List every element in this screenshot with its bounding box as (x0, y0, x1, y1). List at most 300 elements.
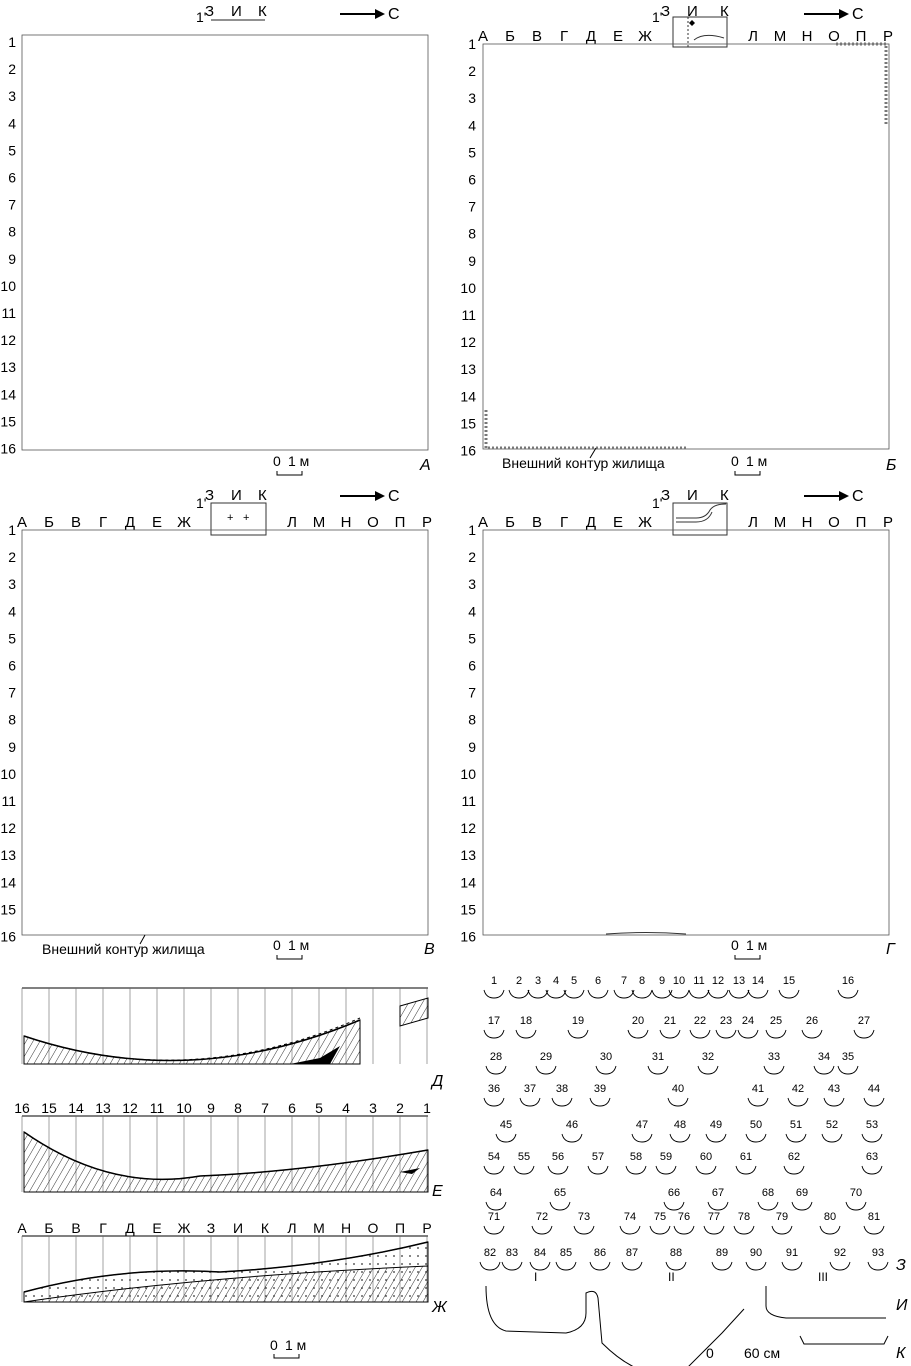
svg-text:1 м: 1 м (288, 937, 310, 953)
pit-number: 30 (599, 1051, 613, 1063)
pit-profile (622, 1262, 642, 1270)
svg-text:К: К (258, 487, 267, 504)
pit-profile (546, 990, 566, 998)
pit-profile (779, 990, 799, 998)
svg-text:С: С (852, 488, 864, 505)
pit-number: 68 (761, 1187, 775, 1199)
scale-bar (273, 453, 309, 475)
row-number: 3 (468, 90, 476, 107)
pit-number: 23 (719, 1015, 733, 1027)
pit-number: 45 (499, 1119, 513, 1131)
section-letter: Е (432, 1183, 443, 1200)
section-letter-col: И (232, 1220, 244, 1236)
pit-number: 48 (673, 1119, 687, 1131)
pit-number: 50 (749, 1119, 763, 1131)
scale-bar (731, 453, 767, 475)
pit-number: 92 (833, 1247, 847, 1259)
row-number: 13 (0, 847, 16, 864)
outer-contour-note (42, 935, 205, 957)
pit-profile (864, 1098, 884, 1106)
pit-number: 25 (769, 1015, 783, 1027)
row-number: 5 (468, 144, 476, 161)
pit-number: 2 (515, 975, 523, 987)
column-letter: Е (612, 28, 624, 45)
pit-profile (830, 1262, 850, 1270)
row-number: 11 (1, 793, 16, 809)
profile-k (800, 1336, 907, 1362)
pit-number: 53 (865, 1119, 879, 1131)
pit-number: 42 (791, 1083, 805, 1095)
row-number: 16 (460, 928, 476, 945)
pit-profile (588, 990, 608, 998)
pit-profile (822, 1134, 842, 1142)
pit-profile (509, 990, 529, 998)
svg-text:+: + (243, 512, 250, 524)
row-number: 13 (460, 361, 476, 378)
pit-number: 19 (571, 1015, 585, 1027)
svg-text:1': 1' (196, 495, 207, 511)
column-letter: А (477, 514, 489, 531)
column-letter: А (477, 28, 489, 45)
pit-profile (484, 1030, 504, 1038)
pit-profile (670, 1134, 690, 1142)
row-number: 13 (460, 847, 476, 864)
pit-profile (484, 1166, 504, 1174)
column-letter: М (773, 28, 787, 45)
pit-profile (696, 1166, 716, 1174)
row-number: 7 (8, 196, 16, 213)
row-number: 15 (460, 415, 476, 432)
pit-number: 84 (533, 1247, 547, 1259)
pit-number: 78 (737, 1211, 751, 1223)
pit-profile (772, 1226, 792, 1234)
pit-profile (514, 1166, 534, 1174)
pit-number: 83 (505, 1247, 519, 1259)
inset-b (652, 3, 729, 47)
row-number: 4 (468, 603, 476, 620)
pit-number: 28 (489, 1051, 503, 1063)
svg-text:+: + (227, 512, 234, 524)
pit-profile (574, 1226, 594, 1234)
pit-number: 51 (789, 1119, 803, 1131)
pit-profile (502, 1262, 522, 1270)
svg-text:С: С (388, 6, 400, 23)
pit-profile (486, 1066, 506, 1074)
section-letter-col: П (394, 1220, 406, 1236)
pit-number: 24 (741, 1015, 755, 1027)
pit-profile (862, 1166, 882, 1174)
column-letter: Г (98, 514, 108, 531)
column-letter: Е (612, 514, 624, 531)
inset-g (652, 487, 729, 535)
section-letter-col: Д (125, 1220, 135, 1236)
pit-profile (668, 1098, 688, 1106)
column-letter: Н (340, 514, 352, 531)
pit-number: 33 (767, 1051, 781, 1063)
section-number: 2 (396, 1100, 404, 1116)
pit-number: 57 (591, 1151, 605, 1163)
pit-number: 11 (693, 975, 705, 987)
column-letter: Е (151, 514, 163, 531)
pit-number: 79 (775, 1211, 789, 1223)
pit-profile (824, 1098, 844, 1106)
section-letter-col: Ж (177, 1220, 191, 1236)
row-number: 1 (468, 36, 476, 52)
pit-number: 66 (667, 1187, 681, 1199)
svg-text:К: К (720, 3, 729, 20)
section-number: 4 (342, 1100, 350, 1116)
pit-profile (736, 1166, 756, 1174)
pit-number: 27 (857, 1015, 871, 1027)
pit-profile (782, 1262, 802, 1270)
row-number: 6 (468, 657, 476, 674)
pit-number: 14 (751, 975, 765, 987)
section-letter-col: В (71, 1220, 81, 1236)
section-letter-col: М (313, 1220, 325, 1236)
column-letter: Д (585, 514, 597, 531)
pit-profile (648, 1066, 668, 1074)
pit-profile (520, 1098, 540, 1106)
pit-profile (552, 1098, 572, 1106)
row-number: 7 (468, 684, 476, 701)
pit-number: 75 (653, 1211, 667, 1223)
pit-profile (656, 1166, 676, 1174)
pit-profile (706, 1134, 726, 1142)
row-number: 4 (468, 117, 476, 134)
row-number: 2 (468, 549, 476, 566)
pit-profile (748, 1098, 768, 1106)
pit-profile (674, 1226, 694, 1234)
row-number: 9 (468, 252, 476, 269)
inset-prefix: 1' (196, 9, 207, 25)
svg-text:И: И (687, 3, 698, 20)
profile-letter-i: И (896, 1297, 908, 1314)
row-numbers (460, 36, 476, 459)
row-number: 8 (468, 711, 476, 728)
pit-profile (748, 990, 768, 998)
pit-number: 3 (534, 975, 542, 987)
pit-number: 61 (739, 1151, 753, 1163)
pit-number: 58 (629, 1151, 643, 1163)
inset-letter-z: З (205, 3, 215, 20)
profile-letter-z: З (896, 1257, 906, 1274)
pit-profile (716, 1030, 736, 1038)
section-zh-letters (17, 1220, 431, 1236)
pit-number: 88 (669, 1247, 683, 1259)
pit-profile (660, 1030, 680, 1038)
panel-letter: Б (886, 457, 897, 474)
pit-profile (788, 1098, 808, 1106)
pit-profile (738, 1030, 758, 1038)
pit-profile (708, 990, 728, 998)
column-letters (17, 514, 432, 531)
pit-profile (516, 1030, 536, 1038)
svg-text:1': 1' (652, 9, 663, 25)
column-letter: Г (559, 28, 569, 45)
pit-number: 77 (707, 1211, 721, 1223)
pit-number: 8 (638, 975, 646, 987)
section-zh (17, 1220, 448, 1316)
pit-profile (854, 1030, 874, 1038)
row-number: 8 (8, 711, 16, 728)
section-number: 5 (315, 1100, 323, 1116)
pit-number: 29 (539, 1051, 553, 1063)
section-letter-col: Б (44, 1220, 54, 1236)
column-letter: Ж (638, 514, 652, 531)
pit-number: 41 (751, 1083, 765, 1095)
column-letters (478, 28, 893, 45)
svg-text:1 м: 1 м (746, 937, 768, 953)
row-number: 8 (8, 223, 16, 240)
scale-bar (270, 1337, 306, 1358)
column-letter: П (855, 514, 867, 531)
inset-letter-i: И (231, 3, 242, 20)
row-numbers (0, 34, 16, 457)
svg-text:З: З (661, 487, 671, 504)
column-letter: М (312, 514, 326, 531)
row-number: 9 (468, 738, 476, 755)
pit-number: 34 (817, 1051, 831, 1063)
north-arrow-icon (340, 488, 400, 505)
row-number: 5 (468, 630, 476, 647)
row-number: 12 (460, 334, 476, 351)
column-letter: Ж (638, 28, 652, 45)
plan-panel-b (456, 0, 911, 480)
section-number: 3 (369, 1100, 377, 1116)
row-number: 10 (0, 277, 16, 294)
pit-profile (868, 1262, 888, 1270)
pit-number: 80 (823, 1211, 837, 1223)
section-letter-col: Л (287, 1220, 297, 1236)
section-e-numbers (14, 1100, 431, 1116)
pit-number: 35 (841, 1051, 855, 1063)
row-number: 3 (8, 576, 16, 593)
pit-number: 54 (487, 1151, 501, 1163)
section-letter-col: К (260, 1220, 270, 1236)
svg-text:0: 0 (273, 937, 281, 953)
north-arrow-icon (804, 6, 864, 23)
pit-number: 17 (487, 1015, 501, 1027)
svg-text:К: К (720, 487, 729, 504)
row-number: 5 (8, 630, 16, 647)
contour-fragment (606, 933, 686, 935)
panel-letter: А (420, 457, 431, 474)
row-number: 14 (460, 874, 476, 891)
pit-profile (596, 1066, 616, 1074)
column-letter: А (16, 514, 28, 531)
pit-number: 40 (671, 1083, 685, 1095)
row-number: 8 (468, 225, 476, 242)
panel-letter: Г (886, 941, 895, 958)
profile-letter-k: К (896, 1345, 906, 1362)
row-number: 3 (8, 88, 16, 105)
section-number: 12 (122, 1100, 138, 1116)
pit-number: 43 (827, 1083, 841, 1095)
row-number: 6 (8, 169, 16, 186)
pit-number: 7 (620, 975, 628, 987)
pit-number: 21 (663, 1015, 677, 1027)
pit-profile (746, 1262, 766, 1270)
row-number: 5 (8, 142, 16, 159)
row-number: 3 (468, 576, 476, 593)
column-letter: В (531, 514, 543, 531)
column-letter: Р (882, 28, 894, 45)
svg-text:З: З (205, 487, 215, 504)
grid-frame (483, 44, 889, 449)
profile-i (486, 1270, 908, 1366)
pit-profiles-panel (456, 966, 911, 1366)
pit-number: 73 (577, 1211, 591, 1223)
row-number: 6 (468, 171, 476, 188)
pit-number: 5 (570, 975, 578, 987)
pit-profile (484, 990, 504, 998)
section-letter-col: Н (340, 1220, 352, 1236)
pit-profile (734, 1226, 754, 1234)
column-letter: Н (801, 28, 813, 45)
row-number: 4 (8, 115, 16, 132)
column-letter: Н (801, 514, 813, 531)
pit-number: 47 (635, 1119, 649, 1131)
svg-text:1 м: 1 м (746, 453, 768, 469)
plan-panel-v (0, 486, 455, 966)
section-letter: Ж (432, 1299, 447, 1316)
pit-profile (704, 1226, 724, 1234)
pit-profile (480, 1262, 500, 1270)
pit-profile (814, 1066, 834, 1074)
svg-text:С: С (388, 488, 400, 505)
pit-profile (786, 1134, 806, 1142)
section-letter-col: Е (152, 1220, 162, 1236)
pit-profile (758, 1202, 778, 1210)
row-number: 16 (0, 440, 16, 457)
svg-text:0: 0 (731, 937, 739, 953)
pit-profile (862, 1134, 882, 1142)
section-number: 8 (234, 1100, 242, 1116)
pit-number: 32 (701, 1051, 715, 1063)
pit-profile (698, 1066, 718, 1074)
row-number: 16 (460, 442, 476, 459)
pit-profile (650, 1226, 670, 1234)
column-letter: Ж (177, 514, 191, 531)
svg-text:С: С (852, 6, 864, 23)
pit-profile (729, 990, 749, 998)
pit-profile (838, 990, 858, 998)
pit-number: 82 (483, 1247, 497, 1259)
row-number: 6 (8, 657, 16, 674)
svg-text:0: 0 (270, 1337, 278, 1353)
column-letter: О (367, 514, 379, 531)
pit-number: 63 (865, 1151, 879, 1163)
grid-frame (22, 530, 428, 935)
pit-number: 38 (555, 1083, 569, 1095)
pit-profile (764, 1066, 784, 1074)
pit-number: 31 (651, 1051, 665, 1063)
svg-text:И: И (687, 487, 698, 504)
scale-bar (706, 1345, 780, 1361)
svg-text:0: 0 (731, 453, 739, 469)
column-letter: Д (585, 28, 597, 45)
inset-a (196, 3, 267, 25)
pit-number: 39 (593, 1083, 607, 1095)
row-number: 9 (8, 738, 16, 755)
pit-profile (689, 990, 709, 998)
row-number: 1 (8, 522, 16, 538)
section-letter-col: З (206, 1220, 216, 1236)
pit-number: 15 (782, 975, 796, 987)
pit-number: 20 (631, 1015, 645, 1027)
column-letter: Р (421, 514, 433, 531)
pit-profile (664, 1202, 684, 1210)
row-number: 15 (460, 901, 476, 918)
row-number: 2 (468, 63, 476, 80)
section-d (22, 988, 443, 1090)
svg-text:1': 1' (652, 495, 663, 511)
pit-number: 76 (677, 1211, 691, 1223)
section-number: 6 (288, 1100, 296, 1116)
pit-number: 22 (693, 1015, 707, 1027)
plan-panel-g (456, 486, 911, 966)
column-letter: Д (124, 514, 136, 531)
row-number: 11 (461, 793, 476, 809)
pit-profile (746, 1134, 766, 1142)
outer-contour-note (502, 448, 665, 471)
pit-profile (588, 1166, 608, 1174)
pit-profile (614, 990, 634, 998)
pit-number: 67 (711, 1187, 725, 1199)
section-number: 14 (68, 1100, 84, 1116)
pit-number: 74 (623, 1211, 637, 1223)
pit-number: 59 (659, 1151, 673, 1163)
column-letter: В (70, 514, 82, 531)
svg-text:60 см: 60 см (744, 1345, 781, 1361)
pit-profile (562, 1134, 582, 1142)
pit-number: 93 (871, 1247, 885, 1259)
row-number: 1 (468, 522, 476, 538)
pit-profile (708, 1202, 728, 1210)
pit-number: 86 (593, 1247, 607, 1259)
section-e (14, 1100, 443, 1200)
row-number: 16 (0, 928, 16, 945)
inset-letter-k: К (258, 3, 267, 20)
row-number: 10 (0, 765, 16, 782)
section-number: 10 (176, 1100, 192, 1116)
pit-profile (496, 1134, 516, 1142)
pit-profile (766, 1030, 786, 1038)
pit-number: 60 (699, 1151, 713, 1163)
pit-profile (846, 1202, 866, 1210)
plan-panel-a (0, 0, 455, 480)
row-number: 7 (8, 684, 16, 701)
pit-profile (550, 1202, 570, 1210)
pit-profile (620, 1226, 640, 1234)
pit-profile (528, 990, 548, 998)
section-number: 16 (14, 1100, 30, 1116)
row-number: 11 (461, 307, 476, 323)
grid-frame (483, 530, 889, 935)
section-letter-col: О (367, 1220, 379, 1236)
pit-number: 16 (841, 975, 855, 987)
pit-number: 89 (715, 1247, 729, 1259)
svg-text:З: З (661, 3, 671, 20)
row-number: 7 (468, 198, 476, 215)
row-number: 4 (8, 603, 16, 620)
row-number: 15 (0, 413, 16, 430)
inset-v (196, 487, 267, 535)
column-letter: Б (505, 514, 515, 531)
row-number: 14 (0, 386, 16, 403)
pit-number: 1 (490, 975, 498, 987)
column-letter: Б (44, 514, 54, 531)
